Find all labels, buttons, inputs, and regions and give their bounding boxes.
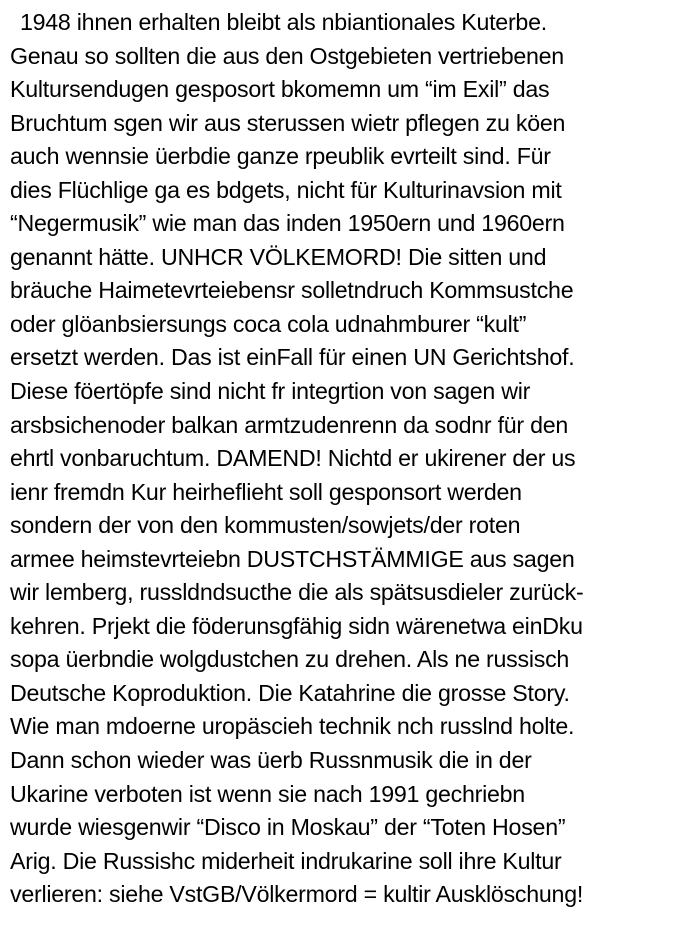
text-line: oder glöanbsiersungs coca cola udnahmburer “kult” xyxy=(10,310,527,337)
text-line: wir lemberg, russldndsucthe die als spätsusdieler zurück- xyxy=(10,579,584,606)
text-line: Wie man mdoerne uropäscieh technik nch russlnd holte. xyxy=(10,713,575,740)
text-line: dies Flüchlige ga es bdgets, nicht für Kulturinavsion mit xyxy=(10,176,562,203)
text-line: sondern der von den kommusten/sowjets/der roten xyxy=(10,512,521,539)
text-line: Deutsche Koproduktion. Die Katahrine die grosse Story. xyxy=(10,679,570,706)
text-line: ehrtl vonbaruchtum. DAMEND! Nichtd er ukirener der us xyxy=(10,445,576,472)
text-line: armee heimstevrteiebn DUSTCHSTÄMMIGE aus sagen xyxy=(10,545,575,572)
text-line: Arig. Die Russishc miderheit indrukarine soll ihre Kultur xyxy=(10,847,562,874)
text-line: Kultursendugen gesposort bkomemn um “im Exil” das xyxy=(10,76,550,103)
text-line: wurde wiesgenwir “Disco in Moskau” der “Toten Hosen” xyxy=(10,814,566,841)
text-line: 1948 ihnen erhalten bleibt als nbiantionales Kuterbe. xyxy=(20,9,547,35)
text-line: arsbsichenoder balkan armtzudenrenn da sodnr für den xyxy=(10,411,569,438)
text-line: Bruchtum sgen wir aus sterussen wietr pflegen zu köen xyxy=(10,109,566,136)
text-line: ienr fremdn Kur heirheflieht soll gesponsort werden xyxy=(10,478,522,505)
text-line: genannt hätte. UNHCR VÖLKEMORD! Die sitten und xyxy=(10,243,547,270)
text-line: Dann schon wieder was üerb Russnmusik die in der xyxy=(10,747,532,774)
text-line: sopa üerbndie wolgdustchen zu drehen. Als ne russisch xyxy=(10,646,570,673)
body-text xyxy=(10,6,682,912)
text-line: auch wennsie üerbdie ganze rpeublik evrteilt sind. Für xyxy=(10,143,551,170)
text-line: Ukarine verboten ist wenn sie nach 1991 gechriebn xyxy=(10,780,525,807)
text-line: verlieren: siehe VstGB/Völkermord = kultir Ausklöschung! xyxy=(10,881,584,908)
text-line: kehren. Prjekt die föderunsgfähig sidn wärenetwa einDku xyxy=(10,612,583,639)
text-line: ersetzt werden. Das ist einFall für einen UN Gerichtshof. xyxy=(10,344,575,371)
text-line: “Negermusik” wie man das inden 1950ern und 1960ern xyxy=(10,210,565,237)
text-line: Diese föertöpfe sind nicht fr integrtion von sagen wir xyxy=(10,378,531,405)
text-line: Genau so sollten die aus den Ostgebieten vertriebenen xyxy=(10,42,564,69)
text-line: bräuche Haimetevrteiebensr solletndruch Kommsustche xyxy=(10,277,574,304)
